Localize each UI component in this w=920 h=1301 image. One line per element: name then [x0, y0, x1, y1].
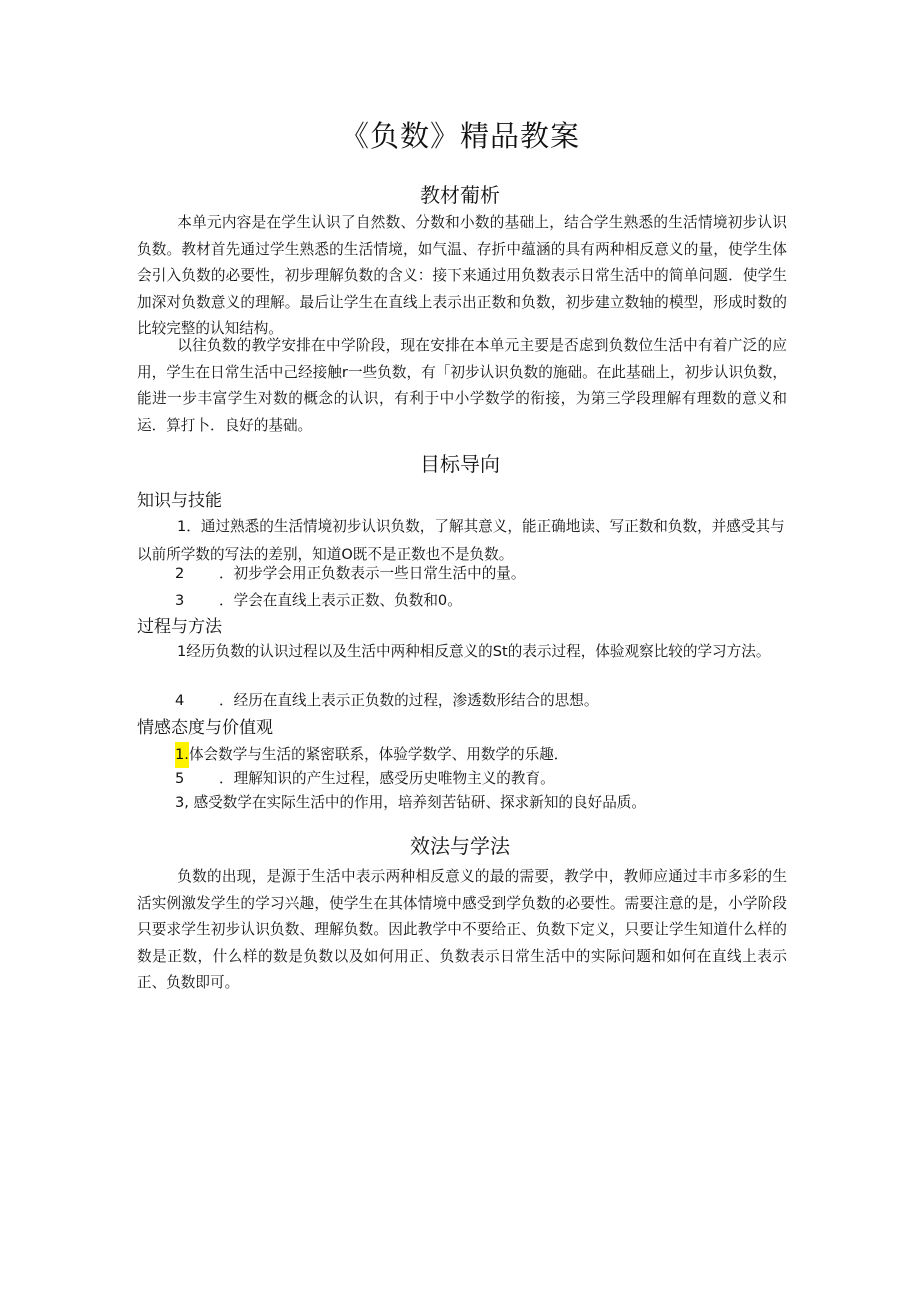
item-number: 1 [177, 518, 187, 535]
section-heading-method: 效法与学法 [410, 834, 510, 858]
subheading-knowledge-skills: 知识与技能 [137, 491, 222, 511]
attitude-item-5 [175, 766, 555, 792]
item-text: 1经历负数的认识过程以及生活中两种相反意义的St的表示过程，体验观察比较的学习方法。 [177, 643, 771, 660]
method-paragraph-1 [137, 864, 787, 997]
analysis-paragraph-1 [137, 210, 787, 343]
item-number: 3 [175, 592, 185, 609]
item-number-highlighted: 1. [175, 742, 189, 768]
attitude-item-1 [175, 742, 568, 768]
document-title: 《负数》精品教案 [339, 119, 580, 153]
section-heading-goals: 目标导向 [420, 452, 500, 476]
knowledge-item-2 [175, 561, 525, 587]
analysis-paragraph-2-text: 以往负数的教学安排在中学阶段，现在安排在本单元主要是否虑到负数位生活中有着广泛的应用，学生在日常生活中己经接触r一些负数，有「初步认识负数的施础。在此基础上，初步认识负数，能进一步丰富学生对数的概念的认识，有利于中小学数学的衔接，为第三学段理解有理数的意义和运．算打卜．良好的基础。 [137, 337, 787, 434]
subheading-attitude-values: 情感态度与价值观 [137, 718, 273, 738]
method-paragraph-1-text: 负数的出现，是源于生活中表示两种相反意义的最的需要，教学中，教师应通过丰市多彩的生活实例激发学生的学习兴趣，使学生在其体情境中感受到学负数的必要性。需要注意的是，小学阶段只要求学生初步认识负数、理解负数。因此教学中不要给正、负数下定义，只要让学生知道什么样的数是正数，什么样的数是负数以及如何用正、负数表示日常生活中的实际问题和如何在直线上表示正、负数即可。 [137, 868, 787, 992]
item-text: ．理解知识的产生过程，感受历史唯物主义的教育。 [219, 770, 555, 787]
item-text: ．经历在直线上表示正负数的过程，渗透数形结合的思想。 [219, 692, 599, 709]
item-number: 4 [175, 692, 185, 709]
subheading-process-methods: 过程与方法 [137, 617, 222, 637]
item-text: 体会数学与生活的紧密联系，体验学数学、用数学的乐趣． [188, 746, 569, 763]
item-text: ．初步学会用正负数表示一些日常生活中的量。 [219, 565, 526, 582]
analysis-paragraph-2 [137, 333, 787, 439]
attitude-item-3 [175, 790, 646, 816]
item-text: 3, 感受数学在实际生活中的作用，培养刻苦钻研、探求新知的良好品质。 [175, 794, 646, 811]
process-item-4 [175, 688, 598, 714]
section-heading-analysis: 教材葡析 [420, 183, 500, 207]
item-number: 2 [175, 565, 185, 582]
item-text: ．学会在直线上表示正数、负数和0。 [219, 592, 462, 609]
analysis-paragraph-1-text: 本单元内容是在学生认识了自然数、分数和小数的基础上，结合学生熟悉的生活情境初步认识负数。教材首先通过学生熟悉的生活情境，如气温、存折中蕴涵的具有两种相反意义的量，使学生体会引入负数的必要性，初步理解负数的含义：接下来通过用负数表示日常生活中的简单问题．使学生加深对负数意义的理解。最后让学生在直线上表示出正数和负数，初步建立数轴的模型，形成时数的比较完整的认知结构。 [137, 214, 787, 338]
item-text: ．通过熟悉的生活情境初步认识负数，了解其意义，能正确地读、写正数和负数，并感受其与以前所学数的写法的差别，知道O既不是正数也不是负数。 [137, 518, 785, 563]
process-item-1 [137, 638, 787, 666]
knowledge-item-3 [175, 588, 462, 614]
item-number: 5 [175, 770, 185, 787]
